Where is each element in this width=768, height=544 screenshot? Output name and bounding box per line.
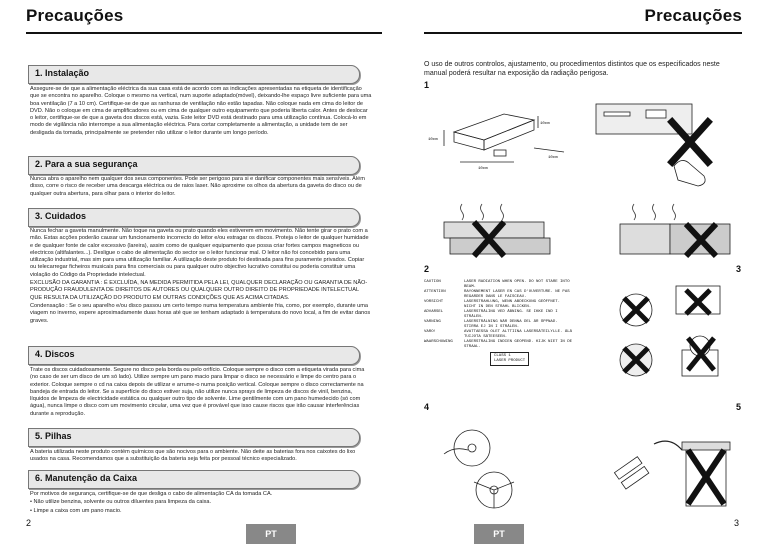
- figure-number-2: 2: [424, 264, 430, 274]
- clearance-label-right: 10cm: [548, 156, 558, 160]
- right-page-title: Precauções: [644, 6, 742, 25]
- right-intro-text: O uso de outros controlos, ajustamento, ou procedimentos distintos que os especificados neste manual poderá resultar na exposição da radiação perigosa.: [424, 61, 720, 77]
- section-text-case-maintenance: Por motivos de segurança, certifique-se de que desliga o cabo de alimentação CA da tomada CA. • Não utilize benzina, solvente ou outros diluentes para limpeza da caixa. • Limpe a caixa com um pano macio.: [30, 491, 273, 514]
- right-language-tab: PT: [474, 524, 524, 544]
- warning-label-language: VORSICHT: [424, 300, 444, 304]
- clearance-label-left: 10cm: [428, 138, 438, 142]
- figure-number-3: 3: [736, 264, 742, 274]
- figure-3-heat-source: [600, 200, 750, 260]
- clearance-label-top: 10cm: [540, 122, 550, 126]
- warning-label-language: ADVARSEL: [424, 310, 444, 314]
- figure-2-heat-source: [424, 200, 574, 260]
- section-text-batteries: A bateria utilizada neste produto contém químicos que são nocivos para o ambiente. Não deite as baterias fora nos caixotes do lixo usados na casa. Recomendamos que a substituição da bateria seja feita por pessoal técnico especializado.: [30, 449, 356, 463]
- figure-1-ventilation: [424, 92, 744, 192]
- warning-label-language: WAARSCHUWING: [424, 340, 453, 344]
- section-heading-safety: 2. Para a sua segurança: [28, 156, 360, 175]
- figure-number-1: 1: [424, 80, 430, 90]
- section-text-discs: Trate os discos cuidadosamente. Segure no disco pela borda ou pelo orifício. Coloque sempre o disco com a etiqueta virada para cima (no caso de ser um disco de um só lado). Utilize sempre um pano macio para limpar o disco se necessário e limpe do centro para o exterior. Coloque sempre o cd na caixa depois de utilizar e arrume-o numa posição vertical. Coloque sempre o disco correctamente na bandeja de entrada do leitor. Se a superfície do disco estiver suja, não utilize nunca sprays de limpeza de discos de vinil, benzina, líquidos de limpeza de electricidade estática ou qualquer outro tipo de solvente. Lime gentilmente com um pano humedecido (só com água), nunca limpe o disco com um movimento circular, uma vez que é provável que isso cause riscos que irão causar interferências durante a reprodução.: [30, 367, 365, 417]
- class1-laser-box: CLASS 1 LASER PRODUCT: [490, 352, 529, 366]
- section-heading-installation: 1. Instalação: [28, 65, 360, 84]
- warning-label-language: VARO!: [424, 330, 437, 334]
- warning-label-text: LASER RADIATION WHEN OPEN. DO NOT STARE INTO BEAM.: [464, 280, 570, 289]
- section-text-installation: Assegure-se de que a alimentação eléctrica da sua casa está de acordo com as indicações apresentadas na etiqueta de identificação que se encontra no aparelho. Coloque o mesmo na vertical, num suporte adaptado(móvel), deixando-lhe espaço livre suficiente para uma boa ventilação (7 a 10 cm). Certifique-se de que as ranhuras de ventilação não estão tapadas. Não coloque nada em cima do leitor de DVD. Não o coloque em cima de amplificadores ou em cima de qualquer outro equipamento que poderia liberta calor. Antes de deslocar o leitor, certifique-se de que a gaveta dos discos está, vazia. Este leitor DVD está destinado para uma utilização contínua. Colocá-lo em modo de vigilância não interrompe a sua alimentação eléctrica. Para cortar completamente a alimentação, a unidade tem de ser desligada da tomada, principalmente se pretender não utilizar o leitor durante um longo período.: [30, 86, 372, 136]
- left-page-title: Precauções: [26, 6, 124, 25]
- warning-label-language: CAUTION: [424, 280, 441, 284]
- right-title-rule: [424, 32, 742, 34]
- section-text-safety: Nunca abra o aparelho nem qualquer dos seus componentes. Pode ser perigoso para si e danificar componentes mais sensíveis. Além disso, corre o risco de receber uma descarga eléctrica ou de raios laser. Não aproxime os olhos da abertura da gaveta do disco ou de qualquer outra abertura, para olhar para o interior do leitor.: [30, 176, 365, 197]
- figure-4-laser-warning-label: [424, 280, 592, 368]
- warning-label-text: LASERSTRÅLING VED ÅBNING. SE IKKE IND I STRÅLEN.: [464, 310, 558, 319]
- clearance-label-front: 10cm: [478, 167, 488, 171]
- warning-label-language: ATTENTION: [424, 290, 446, 294]
- right-page-number: 3: [734, 518, 740, 528]
- section-heading-discs: 4. Discos: [28, 346, 360, 365]
- figure-5-disc-handling-prohibited: [600, 280, 750, 420]
- left-language-tab: PT: [246, 524, 296, 544]
- warning-label-text: LASERSTRÅLNING NÄR DENNA DEL ÄR ÖPPNAD. STIRRA EJ IN I STRÅLEN.: [464, 320, 558, 329]
- left-title-rule: [26, 32, 382, 34]
- figure-disc-cleaning: [424, 424, 574, 514]
- section-text-care: Nunca fechar a gaveta manulmente. Não toque na gaveta ou prato quando eles estiverem em movimento. Não tente girar o prato com a mão. Estas acções poderão causar um funcionamento incorrecto do leitor e/ou estragar os discos. Proteja o leitor de qualquer humidade e de qualquer fonte de calor excessivo (lareira), assim como de qualquer equipamento que possa criar fortes campos magneticos ou electricos (altifalantes...). Desligue o cabo de alimentação do sector se o leitor funcionar mal. O leitor não foi concebido para uma utilização industrial, mas sim para uma utilização familiar. A utilização deste produto foi destinada para fins puramente privados. Copiar ou telecarregar ficheiros musicais para fins comerciais ou para qualquer outro objectivo lucrativo constitui ou poderia constituir uma violação do Código da Propriedade intelectual. EXCLUSÃO DA GARANTIA : É EXCLUÍDA, NA MEDIDA PERMITIDA PELA LEI, QUALQUER DECLARAÇÃO OU GARANTIA DE NÃO-PRODUÇÃO FRAUDULENTA DE DIREITOS DE AUTORES OU QUALQUER OUTRO DIREITO DE PROPRIEDADE INTELECTUAL QUE RESULTA DA UTILIZAÇÃO DO PRODUTO EM OUTRAS CONDIÇÕES QUE AS ACIMA CITADAS. Condensação : Se o seu aparelho e/ou disco passou um certo tempo numa temperatura ambiente fria, como, por exemplo, durante uma viagem no inverno, espere aproximadamente duas horas até que se tenham adaptado à temperatura do novo local, a fim de evitar danos graves.: [30, 228, 371, 324]
- warning-label-text: LASERSTRAHLUNG, WENN ABDECKUNG GEÖFFNET. NICHT IN DEN STRAHL BLICKEN.: [464, 300, 561, 309]
- left-page-number: 2: [26, 518, 32, 528]
- section-heading-care: 3. Cuidados: [28, 208, 360, 227]
- section-heading-case-maintenance: 6. Manutenção da Caixa: [28, 470, 360, 489]
- warning-label-text: RAYONNEMENT LASER EN CAS D'OUVERTURE. NE PAS REGARDER DANS LE FAISCEAU.: [464, 290, 570, 299]
- section-heading-batteries: 5. Pilhas: [28, 428, 360, 447]
- warning-label-text: AVATTAESSA OLET ALTTIINA LASERSÄTEILYLLE. ÄLÄ TUIJOTA SÄTEESEEN.: [464, 330, 573, 339]
- figure-number-5: 5: [736, 402, 742, 412]
- warning-label-text: LASERSTRALING INDIEN GEOPEND. KIJK NIET IN DE STRAAL.: [464, 340, 573, 349]
- warning-label-language: VARNING: [424, 320, 441, 324]
- figure-battery-disposal: [600, 424, 750, 514]
- figure-number-4: 4: [424, 402, 430, 412]
